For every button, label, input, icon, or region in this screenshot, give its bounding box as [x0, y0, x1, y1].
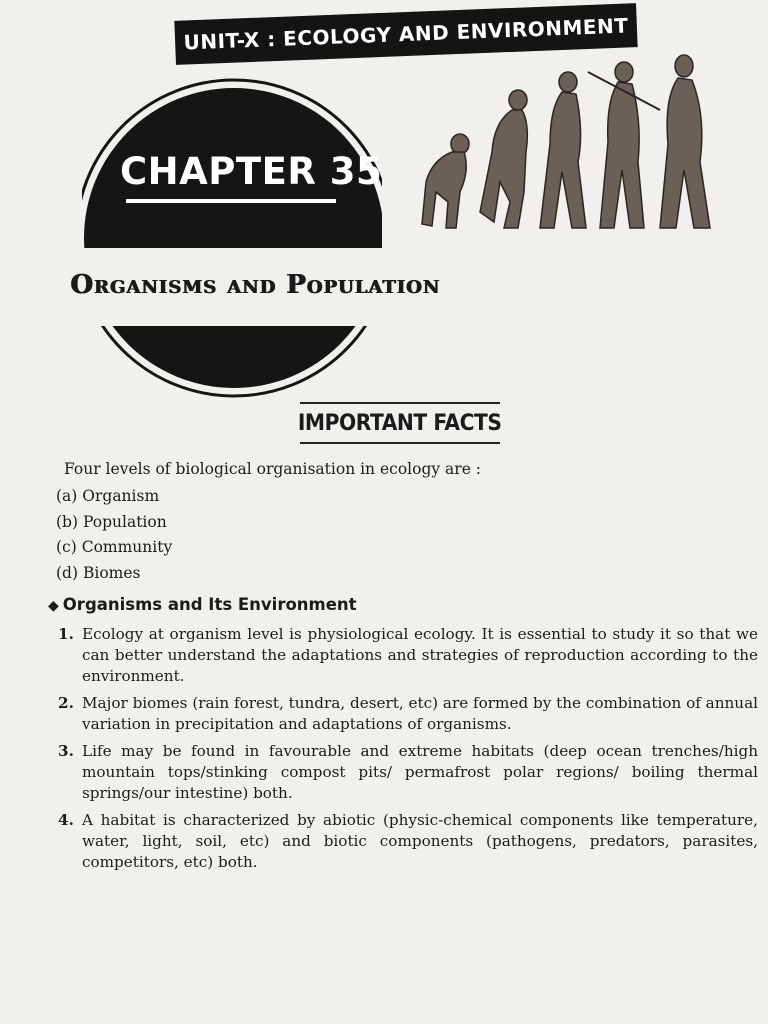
- chapter-circle-emblem: [82, 70, 382, 410]
- item-text: Life may be found in favourable and extreme habitats (deep ocean trenches/high mountain tops/stinking compost pits/ permafrost polar regions/ boiling thermal springs/our intestine) both.: [82, 742, 758, 802]
- item-number: 3.: [58, 742, 74, 760]
- diamond-bullet-icon: ◆: [48, 598, 59, 614]
- organisation-levels-list: [56, 484, 172, 587]
- evolution-figure-3: [540, 72, 586, 228]
- chapter-title: Organisms and Population: [70, 270, 440, 300]
- human-evolution-illustration: [400, 52, 730, 237]
- list-text: Population: [82, 512, 167, 531]
- list-item: [58, 810, 758, 873]
- intro-text: Four levels of biological organisation in ecology are :: [64, 460, 482, 478]
- list-marker: (d): [56, 564, 79, 583]
- list-item: [56, 510, 172, 536]
- list-item: [58, 741, 758, 804]
- item-number: 2.: [58, 694, 74, 712]
- list-item: [56, 561, 172, 587]
- list-marker: (a): [56, 487, 78, 505]
- list-item: [58, 693, 758, 735]
- list-marker: (c): [56, 538, 77, 557]
- item-number: 1.: [58, 625, 74, 643]
- evolution-figure-2: [480, 90, 527, 228]
- unit-banner-text: UNIT-X : ECOLOGY AND ENVIRONMENT: [183, 13, 629, 55]
- chapter-underline: [126, 199, 336, 203]
- facts-numbered-list: [58, 624, 758, 879]
- important-facts-label: IMPORTANT FACTS: [298, 410, 502, 436]
- item-text: A habitat is characterized by abiotic (physic-chemical components like temperature, water, light, soil, etc) and biotic components (pathogens, predators, parasites, competitors, etc) both.: [82, 811, 758, 871]
- list-marker: (b): [56, 512, 79, 531]
- section-heading: [48, 595, 357, 614]
- list-text: Biomes: [82, 564, 141, 583]
- evolution-figure-1: [422, 134, 469, 228]
- important-facts-heading: [300, 402, 500, 444]
- list-item: [56, 484, 172, 510]
- evolution-figure-5: [660, 55, 710, 228]
- item-text: Ecology at organism level is physiological ecology. It is essential to study it so that we can better understand the adaptations and strategies of reproduction according to the environment.: [82, 625, 758, 685]
- list-text: Community: [81, 538, 173, 557]
- item-number: 4.: [58, 811, 74, 829]
- item-text: Major biomes (rain forest, tundra, desert, etc) are formed by the combination of annual variation in precipitation and adaptations of organisms.: [82, 694, 758, 733]
- list-item: [56, 535, 172, 561]
- evolution-figure-4: [588, 62, 660, 228]
- chapter-label: CHAPTER 35: [120, 150, 383, 193]
- list-text: Organism: [82, 487, 160, 505]
- section-title: Organisms and Its Environment: [62, 595, 357, 614]
- list-item: [58, 624, 758, 687]
